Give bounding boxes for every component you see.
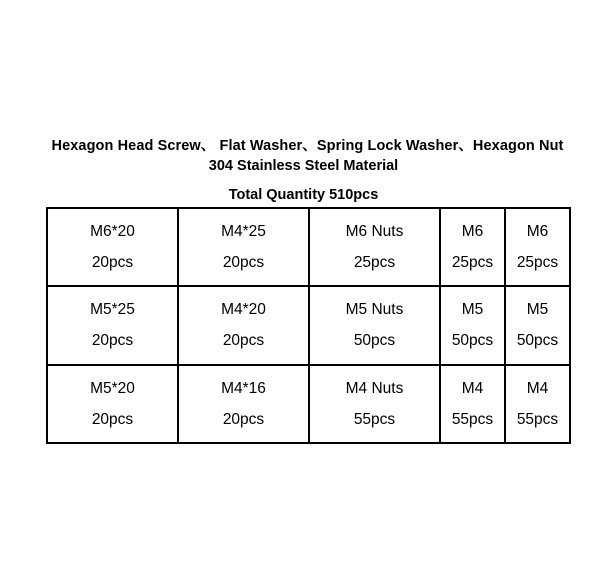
cell-quantity: 55pcs bbox=[451, 410, 494, 428]
table-cell bbox=[505, 365, 570, 443]
cell-quantity: 55pcs bbox=[353, 410, 396, 428]
table-row bbox=[47, 286, 570, 364]
cell-quantity: 20pcs bbox=[222, 254, 265, 272]
cell-size: M6*20 bbox=[90, 223, 135, 241]
heading-material: 304 Stainless Steel Material bbox=[208, 158, 399, 174]
cell-quantity: 50pcs bbox=[353, 332, 396, 350]
table-cell bbox=[47, 208, 178, 286]
cell-quantity: 50pcs bbox=[451, 332, 494, 350]
cell-size: M4 bbox=[526, 379, 549, 397]
table-cell bbox=[505, 286, 570, 364]
cell-size: M5 Nuts bbox=[345, 301, 404, 319]
cell-quantity: 20pcs bbox=[222, 332, 265, 350]
cell-quantity: 20pcs bbox=[222, 410, 265, 428]
table-cell bbox=[309, 208, 440, 286]
heading-product-list: Hexagon Head Screw、 Flat Washer、Spring Lock Washer、Hexagon Nut bbox=[51, 138, 564, 154]
cell-size: M6 bbox=[461, 223, 484, 241]
cell-quantity: 20pcs bbox=[91, 410, 134, 428]
table-cell bbox=[178, 208, 309, 286]
cell-size: M5*20 bbox=[90, 379, 135, 397]
cell-size: M5 bbox=[461, 301, 484, 319]
table-cell bbox=[309, 286, 440, 364]
table-cell bbox=[47, 365, 178, 443]
cell-size: M4*25 bbox=[221, 223, 266, 241]
cell-size: M4*16 bbox=[221, 379, 266, 397]
table-cell bbox=[178, 365, 309, 443]
cell-quantity: 25pcs bbox=[451, 254, 494, 272]
table-cell bbox=[505, 208, 570, 286]
heading-total-quantity: Total Quantity 510pcs bbox=[228, 187, 379, 203]
cell-quantity: 20pcs bbox=[91, 332, 134, 350]
cell-size: M6 bbox=[526, 223, 549, 241]
cell-size: M4 bbox=[461, 379, 484, 397]
cell-quantity: 20pcs bbox=[91, 254, 134, 272]
cell-quantity: 25pcs bbox=[353, 254, 396, 272]
table-cell bbox=[47, 286, 178, 364]
cell-size: M6 Nuts bbox=[345, 223, 404, 241]
assortment-table bbox=[46, 207, 571, 444]
cell-quantity: 25pcs bbox=[516, 254, 559, 272]
table-cell bbox=[440, 208, 505, 286]
cell-size: M4*20 bbox=[221, 301, 266, 319]
cell-size: M5*25 bbox=[90, 301, 135, 319]
table-row bbox=[47, 208, 570, 286]
cell-quantity: 55pcs bbox=[516, 410, 559, 428]
cell-quantity: 50pcs bbox=[516, 332, 559, 350]
table-cell bbox=[178, 286, 309, 364]
table-cell bbox=[440, 286, 505, 364]
cell-size: M4 Nuts bbox=[345, 379, 404, 397]
table-row bbox=[47, 365, 570, 443]
table-cell bbox=[440, 365, 505, 443]
cell-size: M5 bbox=[526, 301, 549, 319]
table-cell bbox=[309, 365, 440, 443]
